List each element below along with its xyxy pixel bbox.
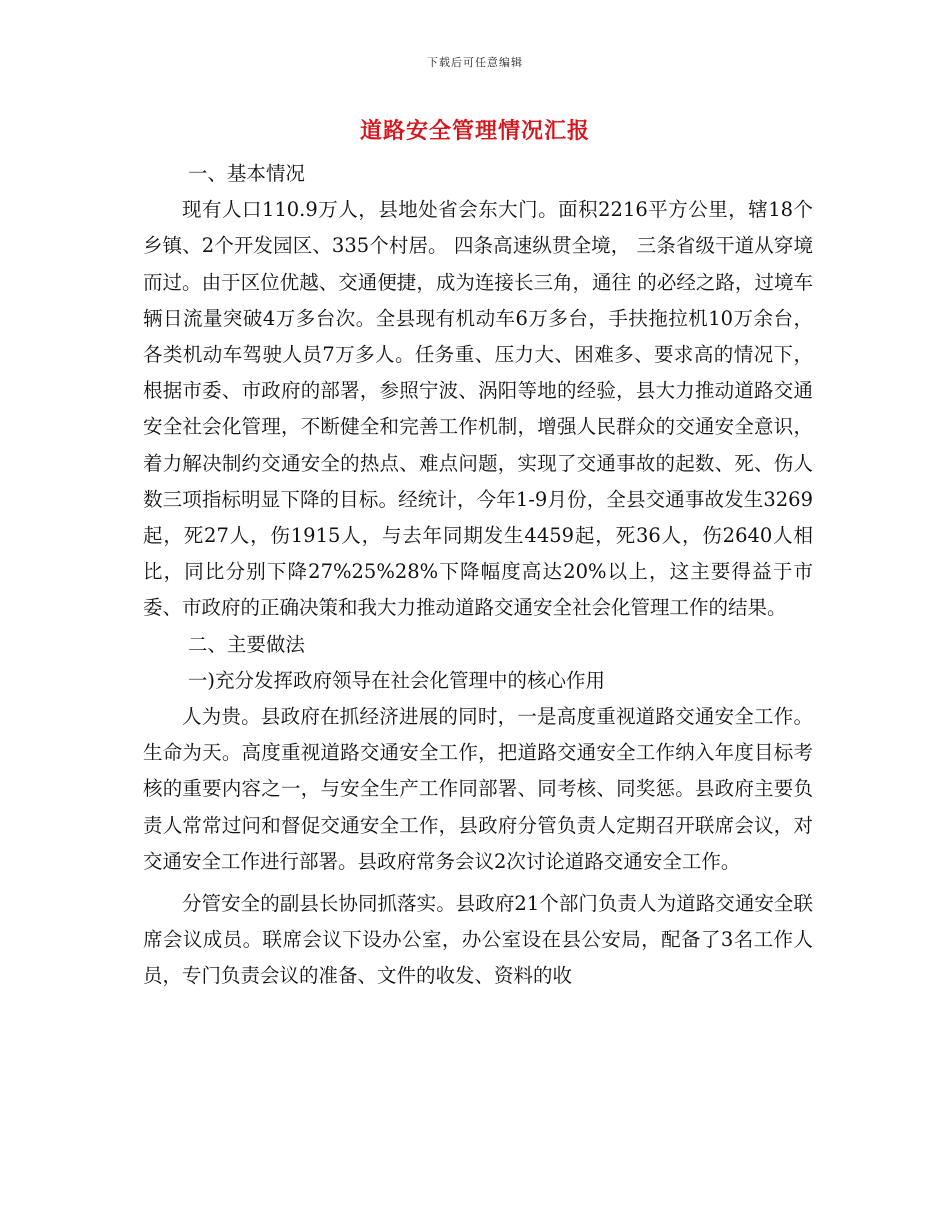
section-heading-methods: 二、主要做法 [187,632,305,656]
document-title: 道路安全管理情况汇报 [359,119,590,144]
paragraph-vice-mayor-implementation: 分管安全的副县长协同抓落实。县政府21个部门负责人为道路交通安全联席会议成员。联席会议下设办公室，办公室设在县公安局，配备了3名工作人员，专门负责会议的准备、文件的收发、资料的收 [143,892,813,988]
subsection-heading-government-role: 一)充分发挥政府领导在社会化管理中的核心作用 [187,668,605,692]
page-header-note: 下载后可任意编辑 [427,56,523,69]
document-body [143,156,813,995]
paragraph-basic-situation: 现有人口110.9万人，县地处省会东大门。面积2216平方公里，辖18个乡镇、2个开发园区、335个村居。 四条高速纵贯全境， 三条省级干道从穿境而过。由于区位优越、交通便捷，成为连接长三角，通往 的必经之路，过境车辆日流量突破4万多台次。全县现有机动车6万多台，手扶拖拉机10万余台，各类机动车驾驶人员7万多人。任务重、压力大、困难多、要求高的情况下，根据市委、市政府的部署，参照宁波、涡阳等地的经验，县大力推动道路交通安全社会化管理，不断健全和完善工作机制，增强人民群众的交通安全意识，着力解决制约交通安全的热点、难点问题，实现了交通事故的起数、死、伤人数三项指标明显下降的目标。经统计，今年1-9月份，全县交通事故发生3269起，死27人，伤1915人，与去年同期发生4459起，死36人，伤2640人相比，同比分别下降27%25%28%下降幅度高达20%以上，这主要得益于市委、市政府的正确决策和我大力推动道路交通安全社会化管理工作的结果。 [143,198,813,620]
section-heading-basic: 一、基本情况 [187,162,305,185]
paragraph-government-emphasis: 人为贵。县政府在抓经济进展的同时，一是高度重视道路交通安全工作。生命为天。高度重视道路交通安全工作，把道路交通安全工作纳入年度目标考核的重要内容之一，与安全生产工作同部署、同考核、同奖惩。县政府主要负责人常常过问和督促交通安全工作，县政府分管负责人定期召开联席会议，对交通安全工作进行部署。县政府常务会议2次讨论道路交通安全工作。 [143,705,813,873]
